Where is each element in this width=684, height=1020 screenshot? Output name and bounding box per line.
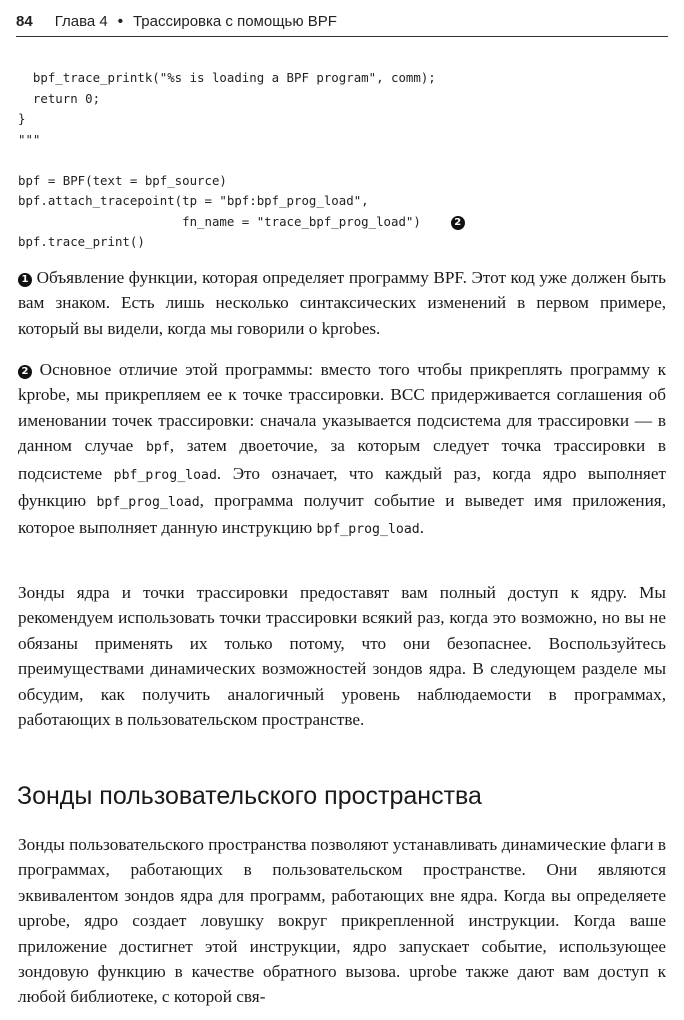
code-line: return 0; [18, 90, 101, 106]
body-paragraph [18, 832, 666, 1010]
code-line: bpf_trace_printk("%s is loading a BPF program", comm); [18, 70, 436, 85]
note-1-text: Объявление функции, которая определяет программу BPF. Этот код уже должен быть вам знаком. Есть лишь несколько синтаксических изменений в первом примере, который вы видели, когда мы говорили о kprobes. [18, 268, 666, 338]
code-line: bpf = BPF(text = bpf_source) [18, 172, 227, 188]
note-2-text: . [419, 518, 424, 538]
inline-code: bpf [145, 440, 170, 456]
header-bullet: • [117, 12, 123, 30]
section-heading: Зонды пользовательского пространства [17, 782, 482, 810]
page-number: 84 [16, 12, 33, 30]
callout-note-2 [18, 357, 666, 543]
code-line: fn_name = "trace_bpf_prog_load") [18, 213, 421, 229]
code-line: bpf.attach_tracepoint(tp = "bpf:bpf_prog_load", [18, 193, 369, 208]
code-line: } [18, 111, 26, 126]
callout-2-icon: 2 [451, 216, 465, 230]
chapter-label: Глава 4 [54, 12, 108, 30]
note-2-text: , программа получит событие и выведет имя приложения, которое выполняет данную инструкцию [18, 491, 666, 538]
inline-code: bpf_prog_load [96, 495, 200, 511]
paragraph-text: Зонды ядра и точки трассировки предоставят вам полный доступ к ядру. Мы рекомендуем использовать точки трассировки всякий раз, когда это возможно, но вы не обязаны применять их только потому, что они безопаснее. Воспользуйтесь преимуществами динамических возможностей зондов ядра. В следующем разделе мы обсудим, как получить аналогичный уровень наблюдаемости в программах, работающих в пользовательском пространстве. [18, 583, 666, 730]
paragraph-text: Зонды пользовательского пространства позволяют устанавливать динамические флаги в программах, работающих в пользовательском пространстве. Они являются эквивалентом зондов ядра для программ, работающих вне ядра. Когда вы определяете uprobe, ядро создает ловушку вокруг прикрепленной инструкции. Когда ваше приложение достигнет этой инструкции, ядро запускает событие, использующее зондовую функцию в качестве обратного вызова. uprobe также дают вам доступ к любой библиотеке, с которой свя- [18, 835, 666, 1007]
inline-code: pbf_prog_load [113, 467, 217, 483]
header-divider [16, 36, 668, 37]
callout-note-1 [18, 265, 666, 341]
running-header [16, 8, 668, 34]
chapter-title: Трассировка с помощью BPF [132, 12, 337, 30]
note-2-text: Основное отличие этой программы: вместо того чтобы прикреплять программу к kprobe, мы прикрепляем ее к точке трассировки. BCC придерживается соглашения об именовании точек трассировки: сначала указывается подсистема для трассировки — в данном случае [18, 360, 667, 456]
callout-2-icon: 2 [18, 365, 32, 379]
callout-1-icon: 1 [18, 273, 32, 287]
code-line: bpf.trace_print() [18, 234, 145, 249]
inline-code: bpf_prog_load [316, 522, 420, 538]
code-listing [18, 68, 465, 253]
note-2-text: , затем двоеточие, за которым следует точка трассировки в подсистеме [18, 436, 666, 483]
body-paragraph [18, 580, 666, 732]
code-line: """ [18, 131, 41, 147]
note-2-text: . Это означает, что каждый раз, когда ядро выполняет функцию [18, 463, 666, 511]
